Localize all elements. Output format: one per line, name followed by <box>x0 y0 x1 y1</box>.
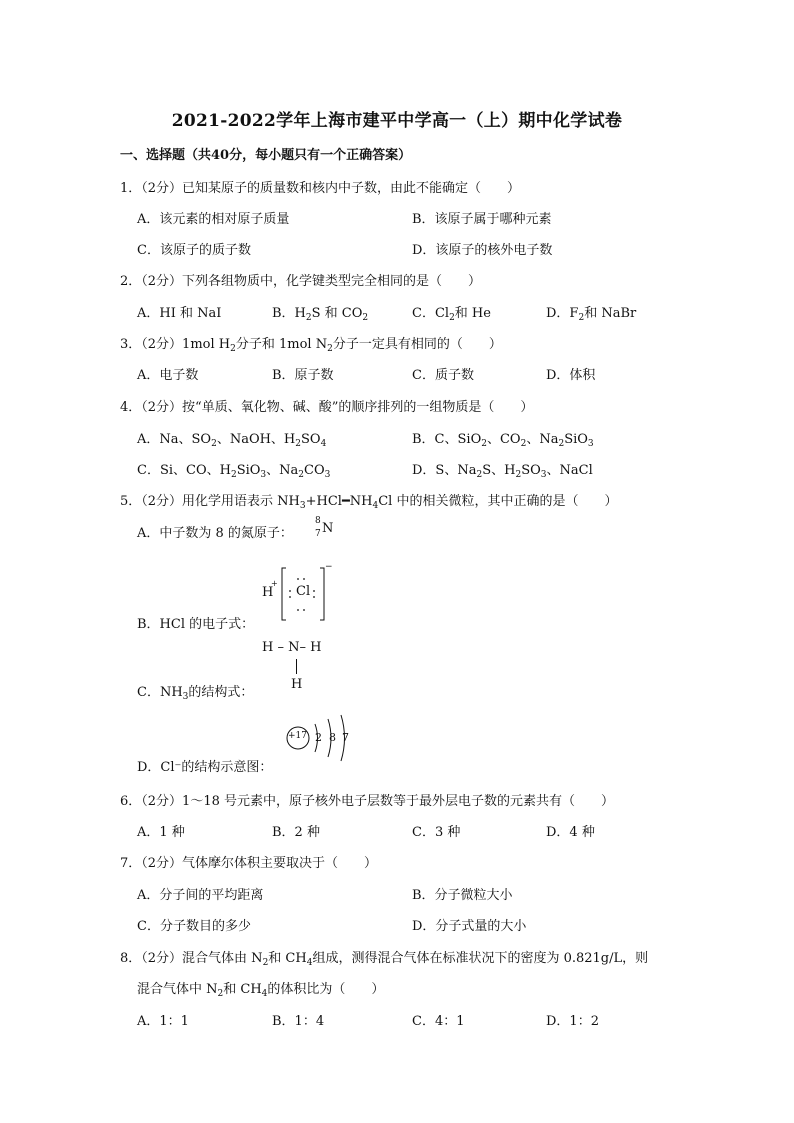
question-1-stem: 1．（2分）已知某原子的质量数和核内中子数，由此不能确定（ ） <box>120 181 521 196</box>
q6-option-d: D．4 种 <box>546 825 595 840</box>
mass-number: 8 <box>315 516 321 526</box>
nuclide-symbol <box>312 516 342 546</box>
structure-top-row: H – N– H <box>262 640 322 655</box>
q5-option-a: A．中子数为 8 的氮原子： <box>137 526 293 541</box>
shell-3-electrons: 7 <box>342 731 349 744</box>
q8-option-d: D．1：2 <box>546 1014 599 1029</box>
q3-option-c: C．质子数 <box>412 368 474 383</box>
q4-option-a: A．Na、$SO_2$、NaOH、$H_2SO_4$ <box>137 432 327 449</box>
q5-option-b: B．HCl 的电子式： <box>137 617 255 632</box>
q8-option-b: B．1：4 <box>272 1014 325 1029</box>
question-2-stem: 2．（2分）下列各组物质中，化学键类型完全相同的是（ ） <box>120 274 482 289</box>
element-symbol: N <box>322 521 334 536</box>
question-4-stem: 4．（2分）按“单质、氧化物、碱、酸”的顺序排列的一组物质是（ ） <box>120 400 534 415</box>
q1-option-c: C．该原子的质子数 <box>137 243 251 258</box>
hcl-electron-formula <box>260 564 335 624</box>
q1-option-d: D．该原子的核外电子数 <box>412 243 553 258</box>
structure-bottom-h: H <box>291 677 303 692</box>
q2-option-a: A．HI 和 NaI <box>137 306 222 321</box>
plus-charge: + <box>271 579 278 588</box>
q6-option-c: C．3 种 <box>412 825 461 840</box>
question-8-stem-line-2: 混合气体中 $N_2$和 $CH_4$的体积比为（ ） <box>137 982 385 999</box>
page-title: 2021-2022学年上海市建平中学高一（上）期中化学试卷 <box>171 111 623 131</box>
question-8-stem-line-1: 8．（2分）混合气体由 $N_2$和 $CH_4$组成，测得混合气体在标准状况下的密度为 0.821g/L，则 <box>120 951 649 968</box>
q8-option-a: A．1：1 <box>137 1014 189 1029</box>
q1-option-b: B．该原子属于哪种元素 <box>412 212 552 227</box>
q3-option-b: B．原子数 <box>272 368 334 383</box>
n-h-bond <box>296 659 297 674</box>
q2-option-c: C．$Cl_2$和 He <box>412 306 491 323</box>
q4-option-c: C．Si、CO、$H_2SiO_3$、$Na_2CO_3$ <box>137 463 331 480</box>
q2-option-d: D．$F_2$和 NaBr <box>546 306 637 323</box>
q7-option-d: D．分子式量的大小 <box>412 919 527 934</box>
hydrogen-symbol: H <box>262 585 274 600</box>
question-6-stem: 6．（2分）1～18 号元素中，原子核外电子层数等于最外层电子数的元素共有（ ） <box>120 794 614 809</box>
q5-option-c: C．$NH_3$的结构式： <box>137 685 254 702</box>
nucleus-charge: +17 <box>288 731 307 741</box>
atomic-number: 7 <box>315 529 321 539</box>
chlorine-symbol: Cl <box>296 584 311 599</box>
q6-option-b: B．2 种 <box>272 825 320 840</box>
section-heading: 一、选择题（共40分，每小题只有一个正确答案） <box>120 148 412 163</box>
q8-option-c: C．4：1 <box>412 1014 465 1029</box>
question-3-stem: 3．（2分）1mol $H_2$分子和 1mol $N_2$分子一定具有相同的（ ） <box>120 337 502 354</box>
q4-option-d: D．S、$Na_2S$、$H_2SO_3$、NaCl <box>412 463 593 480</box>
q7-option-c: C．分子数目的多少 <box>137 919 251 934</box>
question-7-stem: 7．（2分）气体摩尔体积主要取决于（ ） <box>120 856 378 871</box>
q4-option-b: B．C、SiO$_2$、$CO_2$、$Na_2SiO_3$ <box>412 432 594 449</box>
nh3-structural-formula <box>262 640 332 696</box>
q3-option-a: A．电子数 <box>137 368 199 383</box>
shell-2-electrons: 8 <box>329 731 336 744</box>
cl-ion-structure-diagram <box>285 712 355 764</box>
minus-charge: − <box>325 562 333 572</box>
question-5-stem: 5．（2分）用化学用语表示 $NH_3+HCl━NH_4Cl$ 中的相关微粒，其中正确的是（ ） <box>120 494 618 511</box>
q3-option-d: D．体积 <box>546 368 596 383</box>
q5-option-d: D．Cl⁻的结构示意图： <box>137 760 273 775</box>
q7-option-b: B．分子微粒大小 <box>412 888 513 903</box>
q6-option-a: A．1 种 <box>137 825 185 840</box>
q2-option-b: B．$H_2S$ 和 $CO_2$ <box>272 306 369 323</box>
q7-option-a: A．分子间的平均距离 <box>137 888 264 903</box>
shell-1-electrons: 2 <box>315 731 322 744</box>
q1-option-a: A．该元素的相对原子质量 <box>137 212 290 227</box>
